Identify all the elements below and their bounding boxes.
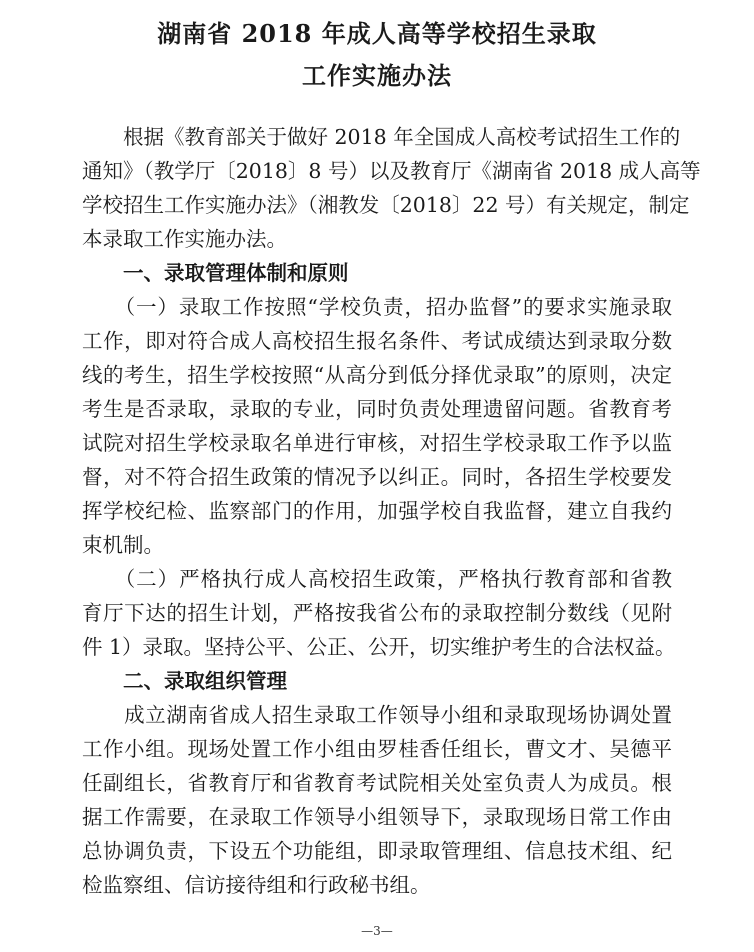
body-line: 考生是否录取，录取的专业，同时负责处理遗留问题。省教育考 [82,397,672,421]
section-heading-1: 一、录取管理体制和原则 [82,261,349,285]
body-line: （二）严格执行成人高校招生政策，严格执行教育部和省教 [82,567,672,591]
body-line: 挥学校纪检、监察部门的作用，加强学校自我监督，建立自我约 [82,499,672,523]
body-line: 束机制。 [82,533,164,557]
section-heading-2: 二、录取组织管理 [82,669,287,693]
body-line: 工作小组。现场处置工作小组由罗桂香任组长，曹文才、吴德平 [82,737,672,761]
body-line: 本录取工作实施办法。 [82,227,287,251]
body-line: 督，对不符合招生政策的情况予以纠正。同时，各招生学校要发 [82,465,672,489]
body-line: 成立湖南省成人招生录取工作领导小组和录取现场协调处置 [82,703,672,727]
body-line: 总协调负责，下设五个功能组，即录取管理组、信息技术组、纪 [82,839,672,863]
body-line: 件 1）录取。坚持公平、公正、公开，切实维护考生的合法权益。 [82,635,676,659]
document-title-line-2: 工作实施办法 [302,61,452,90]
body-line: 试院对招生学校录取名单进行审核，对招生学校录取工作予以监 [82,431,672,455]
body-line: 工作，即对符合成人高校招生报名条件、考试成绩达到录取分数 [82,329,672,353]
body-line: 育厅下达的招生计划，严格按我省公布的录取控制分数线（见附 [82,601,672,625]
body-line: 任副组长，省教育厅和省教育考试院相关处室负责人为成员。根 [82,771,672,795]
body-line: 据工作需要，在录取工作领导小组领导下，录取现场日常工作由 [82,805,672,829]
body-line: 线的考生，招生学校按照“从高分到低分择优录取”的原则，决定 [82,363,672,387]
body-line: 通知》（教学厅〔2018〕8 号）以及教育厅《湖南省 2018 成人高等 [82,159,701,183]
page-number: —3— [361,924,393,938]
document-title-line-1: 湖南省 2018 年成人高等学校招生录取 [157,19,597,48]
body-line: 根据《教育部关于做好 2018 年全国成人高校考试招生工作的 [82,125,681,149]
body-line: （一）录取工作按照“学校负责，招办监督”的要求实施录取 [82,295,672,319]
body-line: 检监察组、信访接待组和行政秘书组。 [82,873,431,897]
body-line: 学校招生工作实施办法》（湘教发〔2018〕22 号）有关规定，制定 [82,193,690,217]
